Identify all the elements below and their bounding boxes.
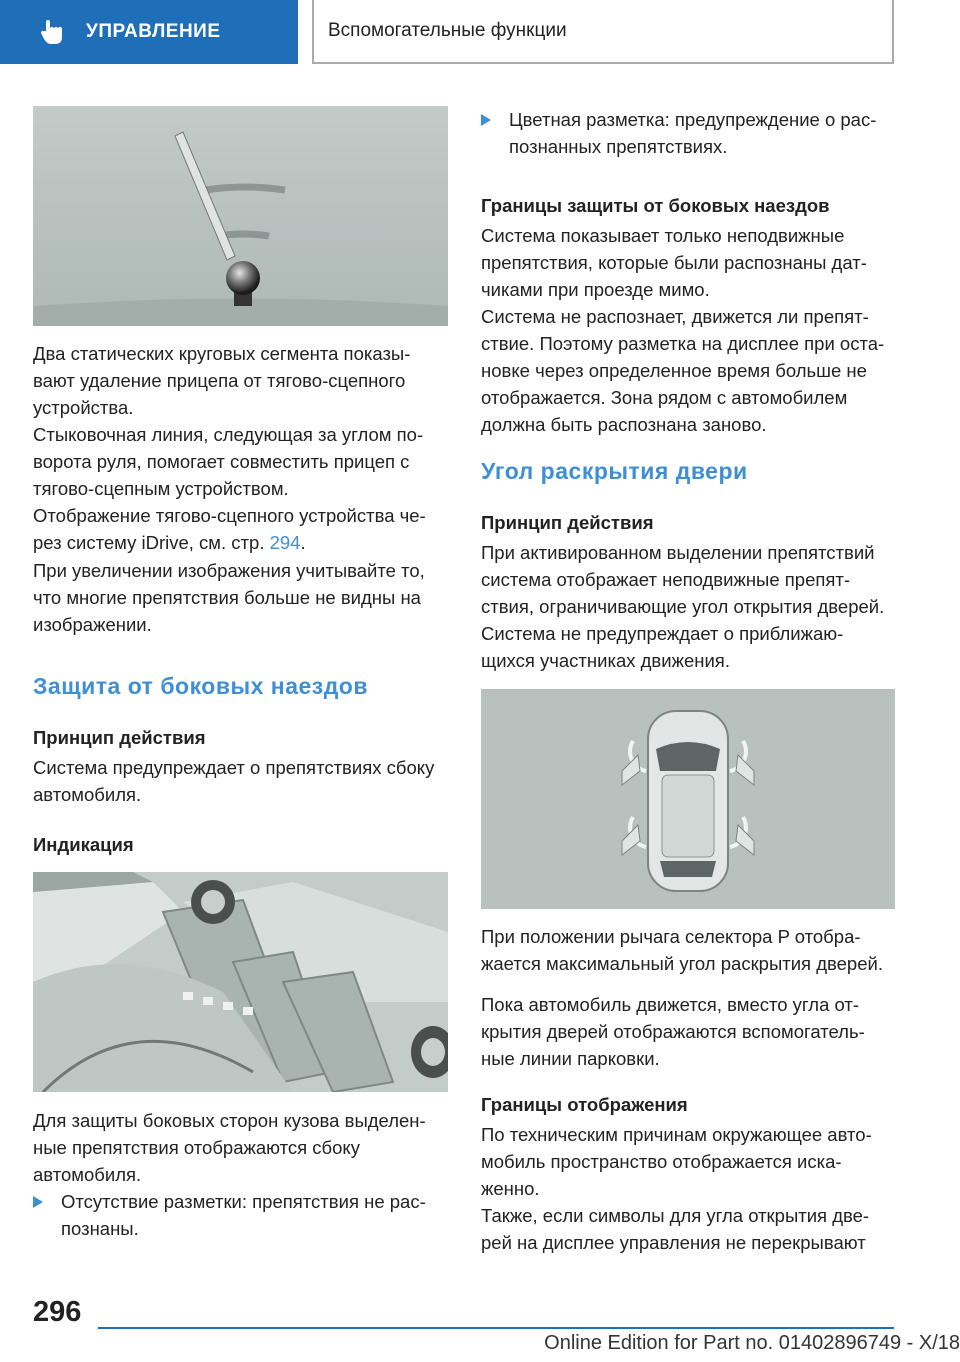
paragraph-zoom: При увеличении изображения учитывайте то, что многие препятствия больше не видны на изображении. — [33, 560, 425, 635]
idrive-end: . — [300, 532, 306, 553]
paragraph-activated: При активированном выделении препятствий система отображает неподвижные препят- ствия, ограничивающие угол открытия дверей. — [481, 542, 885, 617]
paragraph-no-warning: Система не предупреждает о приближаю- щихся участниках движения. — [481, 623, 844, 671]
footer-rule — [98, 1327, 894, 1329]
bullet-no-marking — [33, 1188, 448, 1248]
paragraph-not-moving: Система не распознает, движется ли препят- ствие. Поэтому разметка на дисплее при оста- новке через определенное время больше не отображается. Зона рядом с автомобилем должна быть распознана заново. — [481, 306, 885, 435]
subheading-side-limits: Границы защиты от боковых наездов — [481, 195, 830, 216]
paragraph-idrive — [33, 502, 448, 556]
paragraph-selector-p: При положении рычага селектора P отобра- жается максимальный угол раскрытия дверей. — [481, 926, 883, 974]
subheading-display-limits: Границы отображения — [481, 1094, 688, 1115]
paragraph-moving: Пока автомобиль движется, вместо угла от- крытия дверей отображаются вспомогатель- ные линии парковки. — [481, 994, 865, 1069]
paragraph-docking-line: Стыковочная линия, следующая за углом по- ворота руля, помогает совместить прицеп с тягово-сцепным устройством. — [33, 424, 424, 499]
bullet-color-marking-text: Цветная разметка: предупреждение о рас- познанных препятствиях. — [509, 109, 877, 157]
bullet-triangle-icon — [481, 114, 491, 126]
bullet-no-marking-text: Отсутствие разметки: препятствия не рас- познаны. — [61, 1191, 426, 1239]
page-number: 296 — [33, 1296, 82, 1328]
paragraph-segments: Два статических круговых сегмента показы- вают удаление прицепа от тягово-сцепного устройства. — [33, 343, 411, 418]
subheading-principle-1: Принцип действия — [33, 727, 206, 748]
bullet-triangle-icon — [33, 1196, 43, 1208]
heading-door-angle: Угол раскрытия двери — [481, 458, 748, 484]
paragraph-side-display: Для защиты боковых сторон кузова выделен- ные препятствия отображаются сбоку автомобиля. — [33, 1110, 426, 1185]
hand-pointer-icon — [32, 12, 72, 52]
paragraph-distorted: По техническим причинам окружающее авто- мобиль пространство отображается иска- женно. — [481, 1124, 872, 1199]
paragraph-symbols: Также, если символы для угла открытия две- рей на дисплее управления не перекрывают — [481, 1205, 870, 1253]
section-title: Вспомогательные функции — [328, 20, 567, 41]
page-link-294[interactable]: 294 — [269, 532, 301, 553]
heading-side-protection: Защита от боковых наездов — [33, 673, 368, 699]
section-header — [312, 0, 894, 64]
subheading-indication: Индикация — [33, 834, 134, 855]
idrive-text: Отображение тягово-сцепного устройства че- рез систему iDrive, см. стр. — [33, 505, 426, 553]
chapter-tab[interactable] — [0, 0, 298, 64]
chapter-title: УПРАВЛЕНИЕ — [86, 21, 221, 42]
subheading-principle-2: Принцип действия — [481, 512, 654, 533]
figure-hitch-display — [33, 106, 448, 326]
footer-edition: Online Edition for Part no. 01402896749 - X/18 — [544, 1332, 960, 1354]
figure-side-obstacles — [33, 872, 448, 1092]
bullet-color-marking — [481, 106, 895, 166]
figure-door-angle — [481, 689, 895, 909]
paragraph-side-warning: Система предупреждает о препятствиях сбоку автомобиля. — [33, 757, 435, 805]
paragraph-static-only: Система показывает только неподвижные препятствия, которые были распознаны дат- чиками при проезде мимо. — [481, 225, 867, 300]
